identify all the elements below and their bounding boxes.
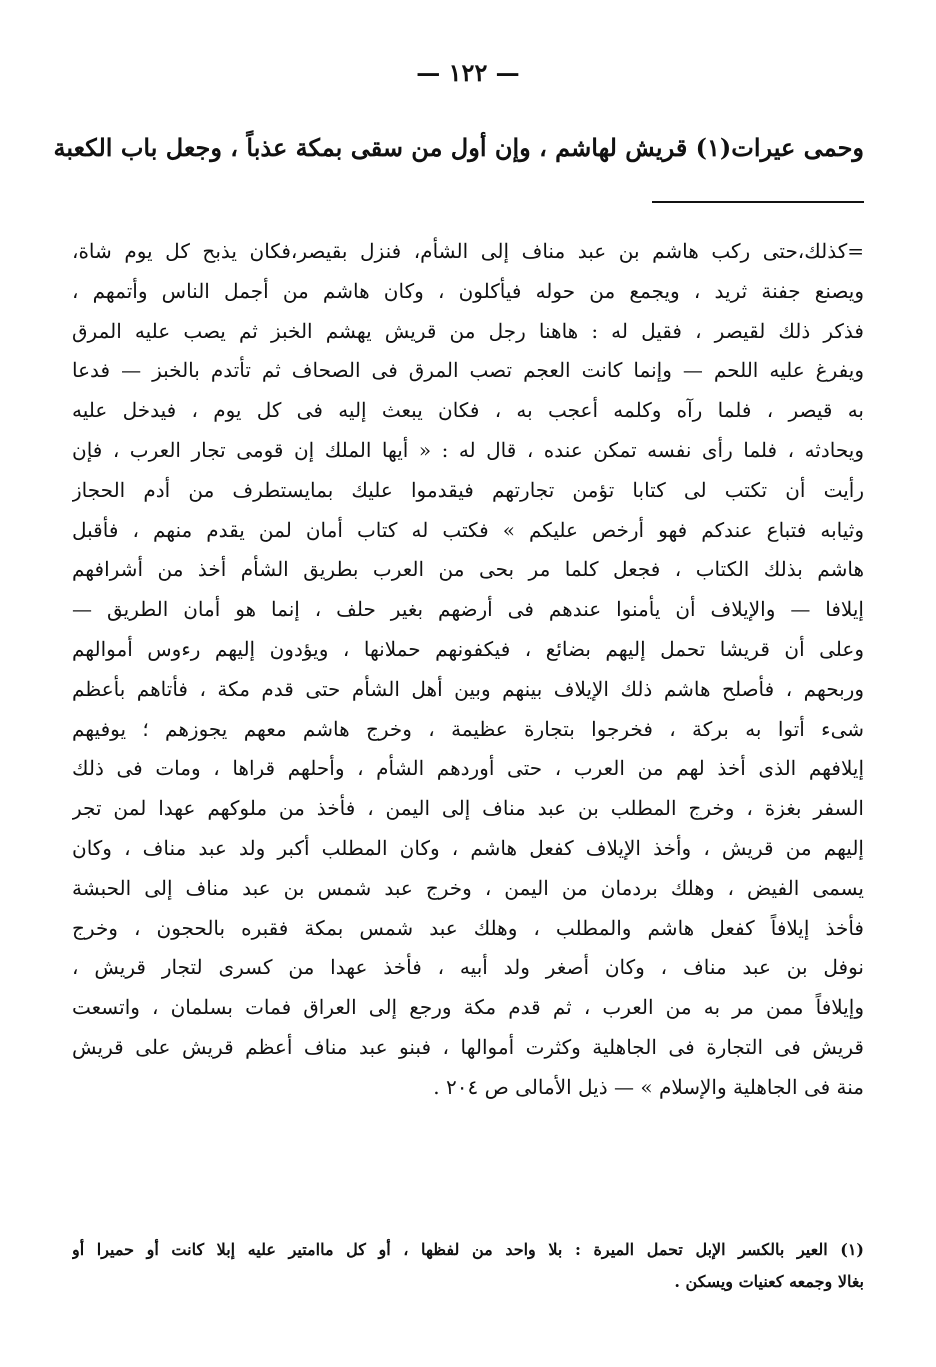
body-line: ويصنع جفنة ثريد ، ويجمع من حوله فيأكلون ، وكان هاشم من أجمل الناس وأتمهم ، bbox=[72, 278, 864, 303]
body-line: وربحهم ، فأصلح هاشم ذلك الإيلاف بينهم وبين أهل الشأم حتى قدم مكة ، فأتاهم بأعظم bbox=[72, 676, 864, 701]
body-line: إليهم من قريش ، وأخذ الإيلاف كفعل هاشم ، وكان المطلب أكبر ولد عبد مناف ، وكان bbox=[72, 835, 864, 860]
body-line: يسمى الفيض ، وهلك بردمان من اليمن ، وخرج عبد شمس بن عبد مناف إلى الحبشة bbox=[72, 875, 864, 900]
body-line: إيلافا — والإيلاف أن يأمنوا عندهم فى أرضهم بغير حلف ، إنما هو أمان الطريق — bbox=[72, 597, 864, 622]
body-line: =كذلك،حتى ركب هاشم بن عبد مناف إلى الشأم، فنزل بقيصر،فكان يذبح كل يوم شاة، bbox=[72, 239, 864, 263]
body-line: ويفرغ عليه اللحم — وإنما كانت العجم تصب المرق فى الصحاف ثم تأتدم بالخبز — فدعا bbox=[72, 358, 864, 383]
footnote bbox=[72, 1234, 864, 1298]
body-line: قريش فى التجارة فى الجاهلية وكثرت أموالها ، فبنو عبد مناف أعظم قريش على قريش bbox=[72, 1034, 864, 1059]
body-line: رأيت أن تكتب لى كتابا تؤمن تجارتهم فيقدموا عليك بمايستطرف من أدم الحجاز bbox=[72, 477, 864, 502]
body-line: فذكر ذلك لقيصر ، فقيل له : هاهنا رجل من قريش يهشم الخبز ثم يصب عليه المرق bbox=[72, 318, 864, 343]
footnote-line: (١) العير بالكسر الإبل تحمل الميرة : بلا واحد من لفظها ، أو كل ماامتير عليه إبلا كانت أو حميرا أو bbox=[72, 1240, 864, 1259]
body-line: ويحادثه ، فلما رأى نفسه تمكن عنده ، قال له : « أيها الملك إن قومى تجار العرب ، فإن bbox=[72, 437, 864, 462]
body-line: وثيابه فتباع عندكم فهو أرخص عليكم » فكتب له كتاب أمان لمن يقدم منهم ، فأقبل bbox=[72, 517, 864, 542]
body-line: وإيلافاً ممن مر به من العرب ، ثم قدم مكة ورجع إلى العراق فمات بسلمان ، واتسعت bbox=[72, 995, 864, 1020]
body-line: وعلى أن قريشا تحمل إليهم بضائع ، فيكفونهم حملانها ، ويؤدون إليهم رءوس أموالهم bbox=[72, 636, 864, 661]
body-line: منة فى الجاهلية والإسلام » — ذيل الأمالى ص ٢٠٤ . bbox=[433, 1074, 864, 1099]
body-line: فأخذ إيلافاً كفعل هاشم والمطلب ، وهلك عبد شمس بمكة فقبره بالحجون ، وخرج bbox=[72, 915, 864, 940]
body-line: به قيصر ، فلما رآه وكلمه أعجب به ، فكان يبعث إليه فى كل يوم ، فيدخل عليه bbox=[72, 398, 864, 423]
divider-rule bbox=[652, 201, 864, 203]
footnote-line: بغالا وجمعه كعنيات ويسكن . bbox=[674, 1272, 864, 1291]
body-line: شىء أتوا به بركة ، فخرجوا بتجارة عظيمة ، وخرج هاشم معهم يجوزهم ؛ يوفيهم bbox=[72, 716, 864, 741]
body-line: السفر بغزة ، وخرج المطلب بن عبد مناف إلى اليمن ، فأخذ من ملوكهم عهدا لمن تجر bbox=[72, 796, 864, 821]
heading-line: وحمى عيرات(١) قريش لهاشم ، وإن أول من سقى بمكة عذباً ، وجعل باب الكعبة bbox=[53, 133, 864, 162]
body-text bbox=[72, 232, 864, 1108]
body-line: نوفل بن عبد مناف ، وكان أصغر ولد أبيه ، فأخذ عهدا من كسرى لتجار قريش ، bbox=[72, 955, 864, 980]
body-line: إيلافهم الذى أخذ لهم من العرب ، حتى أوردهم الشأم ، وأحلهم قراها ، ومات فى ذلك bbox=[72, 756, 864, 781]
body-line: هاشم بذلك الكتاب ، فجعل كلما مر بحى من العرب بطريق الشأم أخذ من أشرافهم bbox=[72, 557, 864, 582]
page-number: — ١٢٢ — bbox=[416, 58, 520, 87]
